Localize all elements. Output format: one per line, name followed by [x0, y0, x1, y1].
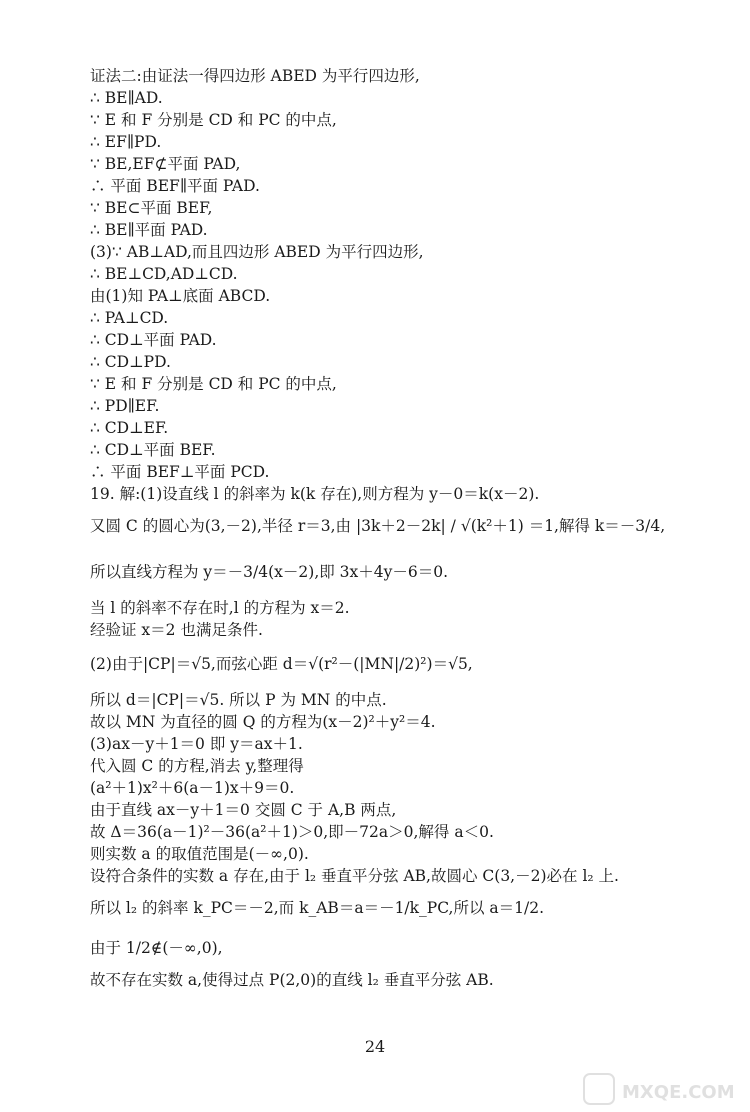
watermark-logo-icon: [582, 1070, 742, 1110]
text-line: 所以 l₂ 的斜率 k_PC＝－2,而 k_AB＝a＝－1/k_PC,所以 a＝1/2.: [90, 899, 544, 917]
text-line: ∴ EF∥PD.: [90, 133, 162, 151]
text-line: 由于 1/2∉(－∞,0),: [90, 939, 223, 957]
text-line: 由于直线 ax－y＋1＝0 交圆 C 于 A,B 两点,: [90, 801, 397, 819]
page-number: 24: [364, 1037, 386, 1056]
problem-19-heading: 19. 解:(1)设直线 l 的斜率为 k(k 存在),则方程为 y－0＝k(x－2).: [90, 485, 540, 503]
text-line: 又圆 C 的圆心为(3,－2),半径 r＝3,由 |3k＋2－2k| / √(k²＋1) ＝1,解得 k＝－3/4,: [90, 517, 666, 535]
text-line: (2)由于|CP|＝√5,而弦心距 d＝√(r²－(|MN|/2)²)＝√5,: [90, 655, 473, 673]
text-line: 所以 d＝|CP|＝√5. 所以 P 为 MN 的中点.: [90, 691, 387, 709]
text-line: ∵ E 和 F 分别是 CD 和 PC 的中点,: [90, 375, 337, 393]
text-line: 故 Δ＝36(a－1)²－36(a²＋1)＞0,即－72a＞0,解得 a＜0.: [90, 823, 494, 841]
text-line: ∵ BE,EF⊄平面 PAD,: [90, 155, 241, 173]
text-line: ∴ BE∥平面 PAD.: [90, 221, 208, 239]
text-line: 故以 MN 为直径的圆 Q 的方程为(x－2)²＋y²＝4.: [90, 713, 436, 731]
text-line: ∴ CD⊥PD.: [90, 353, 171, 371]
text-line: ∵ BE⊂平面 BEF,: [90, 199, 213, 217]
text-line: ∴ 平面 BEF∥平面 PAD.: [90, 177, 260, 195]
text-line: 所以直线方程为 y＝－3/4(x－2),即 3x＋4y－6＝0.: [90, 563, 449, 581]
text-line: (a²＋1)x²＋6(a－1)x＋9＝0.: [90, 779, 295, 797]
text-line: ∴ PA⊥CD.: [90, 309, 169, 327]
text-line: 经验证 x＝2 也满足条件.: [90, 621, 263, 639]
text-line: 设符合条件的实数 a 存在,由于 l₂ 垂直平分弦 AB,故圆心 C(3,－2)必在 l₂ 上.: [90, 867, 619, 885]
text-line: 则实数 a 的取值范围是(－∞,0).: [90, 845, 309, 863]
text-line: (3)ax－y＋1＝0 即 y＝ax＋1.: [90, 735, 303, 753]
text-line: 代入圆 C 的方程,消去 y,整理得: [90, 757, 304, 775]
text-line: 由(1)知 PA⊥底面 ABCD.: [90, 287, 271, 305]
text-line: 证法二:由证法一得四边形 ABED 为平行四边形,: [90, 67, 420, 85]
text-line: 当 l 的斜率不存在时,l 的方程为 x＝2.: [90, 599, 350, 617]
text-line: 故不存在实数 a,使得过点 P(2,0)的直线 l₂ 垂直平分弦 AB.: [90, 971, 494, 989]
text-line: ∴ PD∥EF.: [90, 397, 160, 415]
text-line: ∴ CD⊥平面 BEF.: [90, 441, 216, 459]
text-line: ∴ CD⊥EF.: [90, 419, 169, 437]
text-line: ∴ CD⊥平面 PAD.: [90, 331, 217, 349]
text-line: ∴ BE⊥CD,AD⊥CD.: [90, 265, 238, 283]
text-line: (3)∵ AB⊥AD,而且四边形 ABED 为平行四边形,: [90, 243, 424, 261]
text-line: ∴ BE∥AD.: [90, 89, 163, 107]
text-line: ∴ 平面 BEF⊥平面 PCD.: [90, 463, 270, 481]
text-line: ∵ E 和 F 分别是 CD 和 PC 的中点,: [90, 111, 337, 129]
svg-text:MXQE.COM: MXQE.COM: [622, 1082, 735, 1103]
